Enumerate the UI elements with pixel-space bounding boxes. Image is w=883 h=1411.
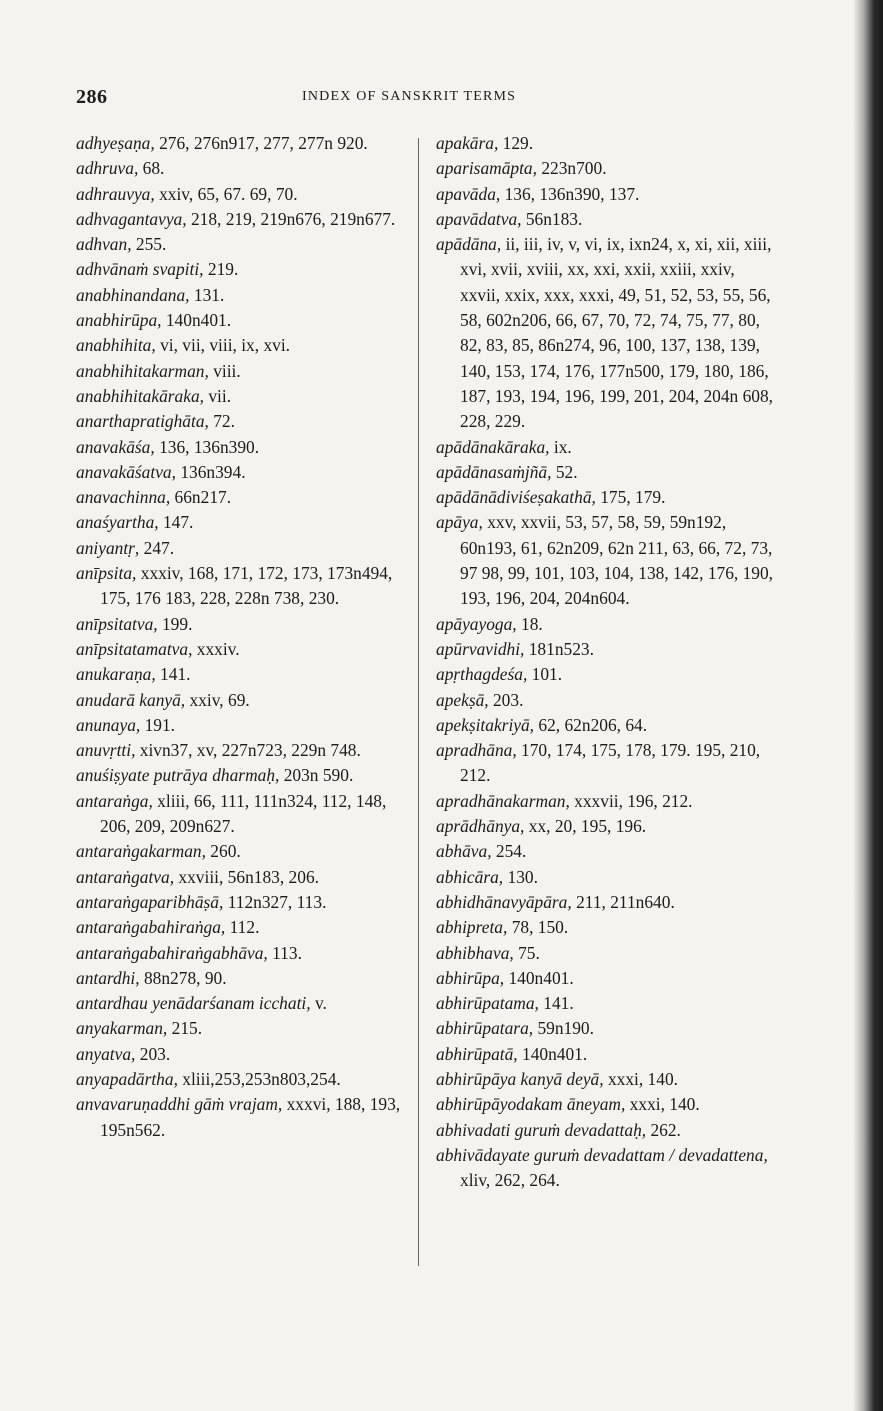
index-term: apekṣitakriyā, [436, 714, 535, 735]
index-term: antaraṅgaparibhāṣā, [76, 891, 224, 912]
index-term: anabhihitakarman, [76, 360, 209, 381]
index-term: apradhāna, [436, 740, 517, 761]
index-refs: 141. [538, 993, 574, 1014]
column-divider [418, 138, 419, 1266]
index-entry [436, 156, 776, 181]
index-entry [436, 738, 776, 789]
running-head: INDEX OF SANSKRIT TERMS [302, 89, 517, 104]
index-term: adhyeṣaṇa, [76, 133, 155, 153]
index-term: apavāda, [436, 183, 501, 204]
index-entry [436, 941, 776, 966]
index-refs: xliv, 262, 264. [460, 1170, 560, 1191]
index-entry [436, 1118, 776, 1143]
index-entry [76, 1016, 408, 1041]
page-edge-shadow [853, 0, 883, 1411]
index-refs: 140n401. [517, 1043, 588, 1064]
index-entry [76, 789, 408, 840]
index-entry [76, 409, 408, 434]
index-term: apekṣā, [436, 689, 489, 710]
index-column-right [436, 131, 776, 1193]
index-term: anyatva, [76, 1043, 136, 1064]
index-refs: xxxvii, 196, 212. [569, 790, 693, 811]
index-refs: 68. [138, 158, 165, 179]
index-entry [76, 941, 408, 966]
index-refs: 129. [498, 133, 534, 153]
index-term: abhirūpāya kanyā deyā, [436, 1068, 604, 1089]
index-entry [436, 131, 776, 156]
index-refs: xx, 20, 195, 196. [524, 816, 647, 837]
index-entry [76, 131, 408, 156]
index-refs: 260. [205, 841, 241, 862]
index-term: anuśiṣyate putrāya dharmaḥ, [76, 765, 280, 786]
index-entry [76, 435, 408, 460]
index-entry [76, 865, 408, 890]
index-refs: 140n401. [504, 967, 574, 988]
page-number: 286 [76, 86, 108, 108]
index-term: anunaya, [76, 714, 141, 735]
index-entry [76, 359, 408, 384]
index-refs: 66n217. [170, 487, 232, 508]
index-term: adhvānaṁ svapiti, [76, 259, 204, 280]
index-entry [436, 435, 776, 460]
index-term: apādānakāraka, [436, 436, 550, 457]
index-entry [436, 865, 776, 890]
index-refs: 136, 136n390, 137. [500, 183, 640, 204]
index-refs: 181n523. [524, 638, 594, 659]
index-refs: 52. [551, 461, 578, 482]
index-refs: xxxiv, 168, 171, 172, 173, 173n494, 175, 176 183, 228, 228n 738, 230. [100, 563, 393, 609]
index-entry [76, 308, 408, 333]
index-term: abhipreta, [436, 917, 508, 938]
index-entry [76, 384, 408, 409]
index-entry [436, 1042, 776, 1067]
index-refs: 191. [140, 714, 176, 735]
index-term: adhvagantavya, [76, 208, 187, 229]
index-refs: 203n 590. [279, 765, 354, 786]
index-term: anabhihita, [76, 335, 156, 356]
index-entry [436, 814, 776, 839]
index-entry [76, 333, 408, 358]
index-entry [436, 1016, 776, 1041]
index-refs: xxiv, 65, 67. 69, 70. [154, 183, 298, 204]
index-entry [76, 536, 408, 561]
index-entry [76, 1067, 408, 1092]
index-refs: xxiv, 69. [185, 689, 250, 710]
index-refs: 62, 62n206, 64. [534, 714, 648, 735]
index-refs: 56n183. [521, 208, 583, 229]
index-entry [436, 890, 776, 915]
index-term: antardhau yenādarśanam icchati, [76, 993, 311, 1014]
index-entry [436, 991, 776, 1016]
index-term: abhirūpāyodakam āneyam, [436, 1094, 626, 1115]
index-entry [76, 637, 408, 662]
index-entry [76, 915, 408, 940]
index-entry [76, 839, 408, 864]
index-entry [76, 207, 408, 232]
index-entry [436, 1092, 776, 1117]
index-refs: vii. [204, 385, 232, 406]
index-term: apakāra, [436, 133, 499, 153]
index-refs: 147. [158, 512, 194, 533]
index-term: anarthapratighāta, [76, 411, 209, 432]
index-refs: 218, 219, 219n676, 219n677. [186, 208, 396, 229]
index-term: abhicāra, [436, 866, 504, 887]
index-term: anyakarman, [76, 1018, 168, 1039]
index-entry [76, 763, 408, 788]
index-term: abhivadati guruṁ devadattaḥ, [436, 1119, 647, 1140]
index-entry [76, 232, 408, 257]
index-term: apradhānakarman, [436, 790, 570, 811]
index-entry [76, 510, 408, 535]
index-refs: vi, vii, viii, ix, xvi. [155, 335, 291, 356]
index-refs: xxxvi, 188, 193, 195n562. [100, 1094, 401, 1140]
index-term: antaraṅgabahiraṅgabhāva, [76, 942, 268, 963]
index-term: anavakāśatva, [76, 461, 176, 482]
index-column-left [76, 131, 408, 1143]
index-refs: xxviii, 56n183, 206. [174, 866, 319, 887]
index-entry [436, 713, 776, 738]
index-term: abhidhānavyāpāra, [436, 891, 572, 912]
index-term: abhāva, [436, 841, 492, 862]
index-refs: xxv, xxvii, 53, 57, 58, 59, 59n192, 60n193, 61, 62n209, 62n 211, 63, 66, 72, 73, 97 98, 99, 101, 103, 104, 138, 142, 176, 190, 193, 196, 204, 204n604. [460, 512, 774, 609]
index-entry [436, 1067, 776, 1092]
index-refs: xliii,253,253n803,254. [177, 1068, 341, 1089]
index-term: anuvṛtti, [76, 740, 136, 761]
index-term: anīpsitatva, [76, 613, 158, 634]
index-refs: 199. [157, 613, 193, 634]
index-refs: 255. [131, 234, 167, 255]
index-refs: 18. [516, 613, 543, 634]
index-entry [76, 966, 408, 991]
index-term: abhibhava, [436, 942, 514, 963]
index-entry [76, 991, 408, 1016]
index-term: adhruva, [76, 158, 139, 179]
index-term: apādānādiviśeṣakathā, [436, 487, 596, 508]
index-refs: 88n278, 90. [139, 967, 227, 988]
index-refs: 112. [225, 917, 260, 938]
index-refs: 276, 276n917, 277, 277n 920. [154, 133, 368, 153]
index-term: anīpsitatamatva, [76, 638, 193, 659]
index-refs: xxxi, 140. [603, 1068, 678, 1089]
index-term: anīpsita, [76, 563, 137, 584]
index-refs: xxxiv. [192, 638, 240, 659]
index-term: apavādatva, [436, 208, 522, 229]
index-refs: 140n401. [161, 310, 232, 331]
index-refs: ii, iii, iv, v, vi, ix, ixn24, x, xi, xii, xiii, xvi, xvii, xviii, xx, xxi, xxii, xxiii, xxiv, xxvii, xxix, xxx, xxxi, 49, 51, 52, 53, 55, 56, 58, 602n206, 66, 67, 70, 72, 74, 75, 77, 80, 82, 83, 85, 86n274, 96, 100, 137, 138, 139, 140, 153, 174, 176, 177n500, 179, 180, 186, 187, 193, 194, 196, 199, 201, 204, 204n 608, 228, 229. [460, 234, 774, 432]
index-entry [76, 283, 408, 308]
index-refs: xliii, 66, 111, 111n324, 112, 148, 206, 209, 209n627. [100, 790, 387, 837]
index-term: anudarā kanyā, [76, 689, 186, 710]
index-refs: 130. [503, 866, 538, 887]
index-refs: xxxi, 140. [625, 1094, 700, 1115]
index-refs: 170, 174, 175, 178, 179. 195, 210, 212. [460, 740, 761, 786]
index-term: adhvan, [76, 234, 132, 255]
index-refs: 131. [189, 284, 225, 305]
index-refs: 203. [488, 689, 524, 710]
index-refs: 247. [139, 537, 175, 558]
index-term: anabhinandana, [76, 284, 190, 305]
index-refs: 175, 179. [595, 487, 666, 508]
index-term: apūrvavidhi, [436, 638, 525, 659]
index-refs: 203. [135, 1043, 171, 1064]
index-refs: 113. [267, 942, 302, 963]
index-entry [76, 156, 408, 181]
index-refs: 59n190. [533, 1018, 594, 1039]
index-entry [76, 688, 408, 713]
index-term: apādāna, [436, 234, 502, 255]
index-entry [436, 612, 776, 637]
index-term: abhivādayate guruṁ devadattam / devadattena, [436, 1144, 768, 1165]
index-term: apṛthagdeśa, [436, 664, 528, 685]
index-refs: v. [310, 993, 327, 1014]
index-refs: 141. [155, 664, 191, 685]
index-term: anyapadārtha, [76, 1068, 178, 1089]
index-refs: 78, 150. [507, 917, 569, 938]
index-term: aprādhānya, [436, 816, 525, 837]
index-entry [76, 1092, 408, 1143]
index-entry [436, 688, 776, 713]
index-refs: 211, 211n640. [571, 891, 675, 912]
index-entry [76, 561, 408, 612]
index-refs: xivn37, xv, 227n723, 229n 748. [135, 740, 361, 761]
index-entry [436, 232, 776, 434]
index-entry [436, 662, 776, 687]
index-refs: viii. [208, 360, 241, 381]
index-term: anabhihitakāraka, [76, 385, 205, 406]
index-term: apāyayoga, [436, 613, 517, 634]
index-entry [436, 915, 776, 940]
index-refs: 254. [491, 841, 527, 862]
index-entry [436, 839, 776, 864]
index-term: apāya, [436, 512, 483, 533]
index-entry [76, 485, 408, 510]
index-refs: 136, 136n390. [154, 436, 260, 457]
index-term: apādānasaṁjñā, [436, 461, 552, 482]
index-term: antaraṅgatva, [76, 866, 175, 887]
index-entry [436, 1143, 776, 1194]
index-term: anabhirūpa, [76, 310, 162, 331]
index-term: adhrauvya, [76, 183, 155, 204]
index-refs: 223n700. [536, 158, 607, 179]
index-entry [76, 460, 408, 485]
index-refs: 215. [167, 1018, 203, 1039]
index-entry [76, 662, 408, 687]
index-entry [76, 1042, 408, 1067]
index-refs: ix. [549, 436, 572, 457]
index-term: anavachinna, [76, 487, 171, 508]
index-entry [436, 789, 776, 814]
index-term: aniyantṛ, [76, 537, 140, 558]
index-refs: 262. [646, 1119, 681, 1140]
index-refs: 75. [513, 942, 540, 963]
index-term: anaśyartha, [76, 512, 159, 533]
index-entry [76, 738, 408, 763]
index-term: antaraṅgakarman, [76, 841, 206, 862]
index-entry [436, 207, 776, 232]
index-entry [76, 612, 408, 637]
index-refs: 136n394. [175, 461, 246, 482]
index-term: antaraṅgabahiraṅga, [76, 917, 226, 938]
index-entry [76, 182, 408, 207]
index-entry [436, 510, 776, 611]
index-refs: 112n327, 113. [223, 891, 327, 912]
index-refs: 219. [203, 259, 239, 280]
index-term: anukaraṇa, [76, 664, 156, 685]
index-term: aparisamāpta, [436, 158, 537, 179]
index-term: abhirūpatā, [436, 1043, 518, 1064]
index-entry [436, 966, 776, 991]
index-term: anavakāśa, [76, 436, 155, 457]
index-term: antardhi, [76, 967, 140, 988]
index-entry [436, 182, 776, 207]
index-term: abhirūpatama, [436, 993, 539, 1014]
index-entry [76, 257, 408, 282]
index-entry [436, 637, 776, 662]
index-entry [76, 890, 408, 915]
index-refs: 72. [208, 411, 235, 432]
index-term: antaraṅga, [76, 790, 153, 811]
index-entry [76, 713, 408, 738]
index-entry [436, 460, 776, 485]
index-term: abhirūpa, [436, 967, 505, 988]
index-term: anvavaruṇaddhi gāṁ vrajam, [76, 1094, 283, 1115]
index-term: abhirūpatara, [436, 1018, 534, 1039]
index-refs: 101. [527, 664, 563, 685]
index-entry [436, 485, 776, 510]
